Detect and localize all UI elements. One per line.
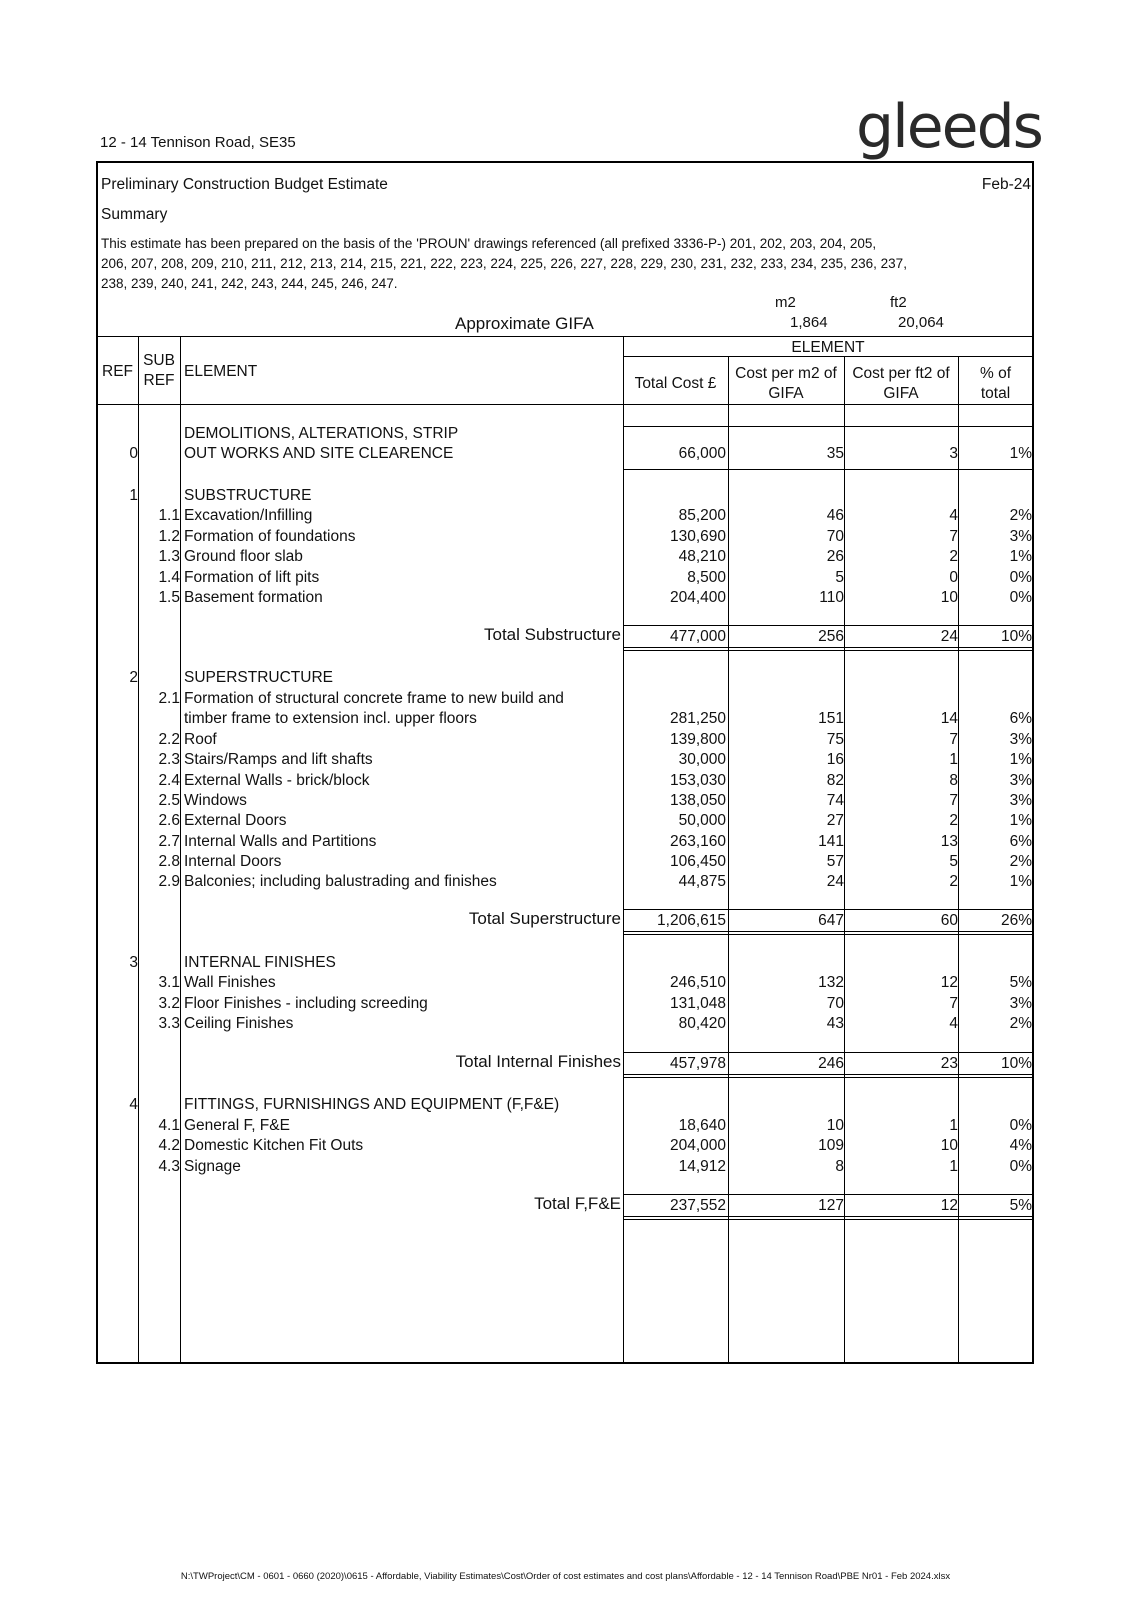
subtotal-total-cost: 237,552 <box>669 1197 726 1214</box>
row-cost-per-ft2: 7 <box>949 792 958 809</box>
gifa-label: Approximate GIFA <box>455 314 594 333</box>
row-cost-per-ft2: 2 <box>949 873 958 890</box>
row-subref: 2.8 <box>158 853 180 870</box>
row-cost-per-ft2: 14 <box>940 710 958 727</box>
subtotal-rule <box>623 1077 1033 1078</box>
row-total-cost: 138,050 <box>669 792 726 809</box>
gifa-m2-value: 1,864 <box>790 314 828 331</box>
col-cost-per-ft2-line: GIFA <box>883 385 919 402</box>
subtotal-percent: 10% <box>1000 628 1032 645</box>
row-cost-per-m2: 26 <box>826 548 844 565</box>
row-cost-per-ft2: 8 <box>949 772 958 789</box>
subtotal-row <box>0 626 1131 647</box>
basis-line: 238, 239, 240, 241, 242, 243, 244, 245, 246, 247. <box>101 276 398 291</box>
subtotal-label: Total Substructure <box>483 625 621 644</box>
table-row <box>0 688 1131 709</box>
row-cost-per-ft2: 3 <box>949 445 958 462</box>
row-percent: 2% <box>1009 853 1032 870</box>
subtotal-rule <box>623 1216 1033 1217</box>
table-row <box>0 587 1131 608</box>
row-element: Formation of foundations <box>184 528 356 545</box>
row-cost-per-ft2: 12 <box>940 974 958 991</box>
row-element: SUPERSTRUCTURE <box>184 669 333 686</box>
row-element: Excavation/Infilling <box>184 507 313 524</box>
col-ref: REF <box>102 363 133 380</box>
row-subref: 1.4 <box>158 569 180 586</box>
subtotal-total-cost: 1,206,615 <box>657 912 726 929</box>
row-percent: 2% <box>1009 507 1032 524</box>
subtotal-cost-per-m2: 246 <box>818 1055 844 1072</box>
row-cost-per-m2: 24 <box>826 873 844 890</box>
row-percent: 6% <box>1009 833 1032 850</box>
subtotal-row <box>0 1053 1131 1074</box>
subtotal-percent: 5% <box>1009 1197 1032 1214</box>
row-percent: 2% <box>1009 1015 1032 1032</box>
row-subref: 2.3 <box>158 751 180 768</box>
row-percent: 1% <box>1009 548 1032 565</box>
row-total-cost: 85,200 <box>678 507 726 524</box>
row-subref: 3.3 <box>158 1015 180 1032</box>
row-cost-per-m2: 43 <box>826 1015 844 1032</box>
row-cost-per-ft2: 1 <box>949 1117 958 1134</box>
row-total-cost: 48,210 <box>678 548 726 565</box>
table-row <box>0 1156 1131 1177</box>
row-total-cost: 139,800 <box>669 731 726 748</box>
table-row <box>0 972 1131 993</box>
row-percent: 0% <box>1009 569 1032 586</box>
basis-line: 206, 207, 208, 209, 210, 211, 212, 213, 214, 215, 221, 222, 223, 224, 225, 226, 227, 228, 229, 230, 231, 232, 233, 234, 235, 236, 237, <box>101 256 907 271</box>
row-element: Balconies; including balustrading and finishes <box>184 873 497 890</box>
row-ref: 2 <box>129 669 138 686</box>
row-percent: 5% <box>1009 974 1032 991</box>
subtotal-cost-per-ft2: 24 <box>940 628 958 645</box>
row-subref: 2.7 <box>158 833 180 850</box>
row-element: timber frame to extension incl. upper floors <box>184 710 477 727</box>
row-percent: 1% <box>1009 873 1032 890</box>
row-total-cost: 106,450 <box>669 853 726 870</box>
table-top-rule <box>97 336 1033 337</box>
row-element: Signage <box>184 1158 241 1175</box>
subtotal-row <box>0 1195 1131 1216</box>
row-element: Stairs/Ramps and lift shafts <box>184 751 373 768</box>
col-subref <box>138 351 180 391</box>
row-element: Wall Finishes <box>184 974 276 991</box>
row-element: Roof <box>184 731 217 748</box>
row-element: Ground floor slab <box>184 548 303 565</box>
row-cost-per-m2: 35 <box>826 445 844 462</box>
row-total-cost: 263,160 <box>669 833 726 850</box>
col-subref-line: SUB <box>143 352 175 369</box>
basis-line: This estimate has been prepared on the basis of the 'PROUN' drawings referenced (all prefixed 3336-P-) 201, 202, 203, 204, 205, <box>101 236 877 251</box>
table-row <box>0 526 1131 547</box>
row-cost-per-ft2: 0 <box>949 569 958 586</box>
row-percent: 1% <box>1009 751 1032 768</box>
subtotal-total-cost: 457,978 <box>669 1055 726 1072</box>
row-cost-per-m2: 110 <box>819 589 844 606</box>
row-cost-per-m2: 5 <box>835 569 844 586</box>
subtotal-rule <box>623 625 1033 626</box>
row-subref: 4.1 <box>158 1117 180 1134</box>
row-subref: 4.2 <box>158 1137 180 1154</box>
row-total-cost: 131,048 <box>669 995 726 1012</box>
row-element: Ceiling Finishes <box>184 1015 294 1032</box>
row-element: INTERNAL FINISHES <box>184 954 336 971</box>
row-element: FITTINGS, FURNISHINGS AND EQUIPMENT (F,F&E) <box>184 1096 560 1113</box>
table-row <box>0 770 1131 791</box>
row-cost-per-m2: 57 <box>826 853 844 870</box>
row-total-cost: 50,000 <box>678 812 726 829</box>
row-ref: 4 <box>129 1096 138 1113</box>
row-total-cost: 66,000 <box>678 445 726 462</box>
subtotal-rule <box>623 1052 1033 1053</box>
row-total-cost: 80,420 <box>678 1015 726 1032</box>
row-total-cost: 153,030 <box>669 772 726 789</box>
subtotal-rule <box>623 647 1033 648</box>
document-date: Feb-24 <box>981 176 1031 193</box>
col-cost-per-ft2 <box>844 364 958 404</box>
gifa-ft2-label: ft2 <box>890 294 907 311</box>
table-row <box>0 485 1131 506</box>
row-percent: 3% <box>1009 995 1032 1012</box>
col-percent-line: total <box>980 385 1011 402</box>
row-subref: 1.3 <box>158 548 180 565</box>
subtotal-rule <box>623 1194 1033 1195</box>
table-row <box>0 871 1131 892</box>
row-cost-per-m2: 27 <box>826 812 844 829</box>
row-total-cost: 204,000 <box>669 1137 726 1154</box>
row-element: External Walls - brick/block <box>184 772 370 789</box>
row-percent: 0% <box>1009 589 1032 606</box>
table-row <box>0 667 1131 688</box>
row-percent: 3% <box>1009 772 1032 789</box>
subtotal-percent: 26% <box>1000 912 1032 929</box>
subtotal-rule <box>623 1219 1033 1220</box>
subtotal-label: Total F,F&E <box>534 1194 621 1213</box>
row-percent: 3% <box>1009 528 1032 545</box>
subtotal-label: Total Internal Finishes <box>455 1052 621 1071</box>
row-percent: 3% <box>1009 731 1032 748</box>
row-cost-per-m2: 82 <box>826 772 844 789</box>
subtotal-total-cost: 477,000 <box>669 628 726 645</box>
row-percent: 4% <box>1009 1137 1032 1154</box>
row-total-cost: 281,250 <box>669 710 726 727</box>
row-element: OUT WORKS AND SITE CLEARENCE <box>184 445 454 462</box>
row-total-cost: 246,510 <box>669 974 726 991</box>
subtotal-rule <box>623 1074 1033 1075</box>
subtotal-row <box>0 910 1131 931</box>
row-total-cost: 18,640 <box>678 1117 726 1134</box>
table-row <box>0 952 1131 973</box>
row-ref: 3 <box>129 954 138 971</box>
row-total-cost: 8,500 <box>687 569 726 586</box>
col-cost-per-m2 <box>728 364 844 404</box>
row-element: DEMOLITIONS, ALTERATIONS, STRIP <box>184 425 459 442</box>
col-total-cost: Total Cost £ <box>634 375 717 392</box>
row-cost-per-m2: 151 <box>818 710 844 727</box>
row-element: External Doors <box>184 812 287 829</box>
row-ref: 1 <box>129 487 138 504</box>
row-element: Formation of structural concrete frame to new build and <box>184 690 564 707</box>
row-cost-per-m2: 8 <box>835 1158 844 1175</box>
subtotal-cost-per-m2: 256 <box>818 628 844 645</box>
row-cost-per-ft2: 2 <box>949 812 958 829</box>
document-title: Preliminary Construction Budget Estimate <box>101 176 388 193</box>
table-row <box>0 708 1131 729</box>
document-subtitle: Summary <box>101 206 168 223</box>
basis-statement <box>101 234 1021 294</box>
row-cost-per-ft2: 4 <box>949 1015 958 1032</box>
row-subref: 1.1 <box>158 507 180 524</box>
header-bottom-rule <box>97 404 1033 405</box>
table-row <box>0 749 1131 770</box>
row-subref: 2.1 <box>158 690 180 707</box>
table-row <box>0 729 1131 750</box>
subtotal-percent: 10% <box>1000 1055 1032 1072</box>
row-percent: 6% <box>1009 710 1032 727</box>
table-row <box>0 1135 1131 1156</box>
table-row <box>0 1094 1131 1115</box>
row-element: Internal Doors <box>184 853 282 870</box>
subtotal-cost-per-ft2: 60 <box>940 912 958 929</box>
row-total-cost: 130,690 <box>669 528 726 545</box>
row-cost-per-m2: 75 <box>826 731 844 748</box>
col-element: ELEMENT <box>184 363 258 380</box>
row-subref: 1.5 <box>158 589 180 606</box>
row-cost-per-ft2: 4 <box>949 507 958 524</box>
row-cost-per-m2: 109 <box>818 1137 844 1154</box>
row-cost-per-ft2: 5 <box>949 853 958 870</box>
col-cost-per-m2-line: Cost per m2 of <box>735 365 837 382</box>
table-row <box>0 567 1131 588</box>
row-cost-per-ft2: 1 <box>949 1158 958 1175</box>
row-total-cost: 44,875 <box>678 873 726 890</box>
row-ref: 0 <box>129 445 138 462</box>
col-cost-per-m2-line: GIFA <box>768 385 804 402</box>
col-group-element: ELEMENT <box>791 339 865 356</box>
table-row <box>0 851 1131 872</box>
row-percent: 1% <box>1009 812 1032 829</box>
row-element: Formation of lift pits <box>184 569 320 586</box>
row-element: Windows <box>184 792 247 809</box>
subtotal-label: Total Superstructure <box>468 909 621 928</box>
row-percent: 0% <box>1009 1158 1032 1175</box>
row-subref: 2.4 <box>158 772 180 789</box>
file-path-footer: N:\TWProject\CM - 0601 - 0660 (2020)\0615 - Affordable, Viability Estimates\Cost\Order of cost estimates and cost plans\Affordable - 12 - 14 Tennison Road\PBE Nr01 - Feb 2024.xlsx <box>180 1571 951 1582</box>
gifa-m2-label: m2 <box>775 294 796 311</box>
row-subref: 4.3 <box>158 1158 180 1175</box>
table-row <box>0 790 1131 811</box>
subtotal-rule <box>623 931 1033 932</box>
subtotal-cost-per-ft2: 12 <box>940 1197 958 1214</box>
row-element: General F, F&E <box>184 1117 290 1134</box>
row-percent: 1% <box>1009 445 1032 462</box>
row-element: SUBSTRUCTURE <box>184 487 312 504</box>
row-subref: 2.2 <box>158 731 180 748</box>
row-element: Floor Finishes - including screeding <box>184 995 428 1012</box>
row-percent: 3% <box>1009 792 1032 809</box>
table-row <box>0 831 1131 852</box>
row-total-cost: 14,912 <box>678 1158 726 1175</box>
row-cost-per-ft2: 7 <box>949 995 958 1012</box>
table-row <box>0 1013 1131 1034</box>
row-cost-per-m2: 70 <box>826 995 844 1012</box>
table-row <box>0 993 1131 1014</box>
row-cost-per-ft2: 1 <box>949 751 958 768</box>
row-cost-per-ft2: 7 <box>949 528 958 545</box>
col-percent <box>958 364 1033 404</box>
row-cost-per-m2: 46 <box>826 507 844 524</box>
subtotal-rule <box>623 650 1033 651</box>
table-row <box>0 505 1131 526</box>
row-cost-per-ft2: 2 <box>949 548 958 565</box>
row-cost-per-m2: 132 <box>818 974 844 991</box>
row-total-cost: 30,000 <box>678 751 726 768</box>
row-cost-per-m2: 10 <box>826 1117 844 1134</box>
table-row <box>0 810 1131 831</box>
row-cost-per-m2: 70 <box>826 528 844 545</box>
subtotal-cost-per-m2: 647 <box>818 912 844 929</box>
row-subref: 2.9 <box>158 873 180 890</box>
row-element: Internal Walls and Partitions <box>184 833 377 850</box>
row-element: Basement formation <box>184 589 323 606</box>
table-row <box>0 546 1131 567</box>
row-percent: 0% <box>1009 1117 1032 1134</box>
col-cost-per-ft2-line: Cost per ft2 of <box>852 365 950 382</box>
table-row <box>0 423 1131 444</box>
gleeds-logo: gleeds <box>856 92 1042 162</box>
table-row <box>0 1115 1131 1136</box>
col-percent-line: % of <box>979 365 1011 382</box>
row-cost-per-ft2: 10 <box>940 589 958 606</box>
table-rule <box>623 469 1033 470</box>
subtotal-cost-per-m2: 127 <box>818 1197 844 1214</box>
subtotal-rule <box>623 934 1033 935</box>
row-subref: 2.6 <box>158 812 180 829</box>
row-element: Domestic Kitchen Fit Outs <box>184 1137 364 1154</box>
row-subref: 1.2 <box>158 528 180 545</box>
row-cost-per-ft2: 10 <box>940 1137 958 1154</box>
subtotal-cost-per-ft2: 23 <box>940 1055 958 1072</box>
subtotal-rule <box>623 909 1033 910</box>
row-subref: 3.1 <box>158 974 180 991</box>
row-cost-per-m2: 74 <box>826 792 844 809</box>
row-cost-per-m2: 16 <box>826 751 844 768</box>
project-name: 12 - 14 Tennison Road, SE35 <box>100 134 296 151</box>
gifa-ft2-value: 20,064 <box>898 314 944 331</box>
row-subref: 3.2 <box>158 995 180 1012</box>
row-subref: 2.5 <box>158 792 180 809</box>
row-cost-per-m2: 141 <box>818 833 844 850</box>
col-subref-line: REF <box>143 372 175 389</box>
table-row <box>0 443 1131 464</box>
row-cost-per-ft2: 13 <box>940 833 958 850</box>
row-total-cost: 204,400 <box>669 589 726 606</box>
row-cost-per-ft2: 7 <box>949 731 958 748</box>
